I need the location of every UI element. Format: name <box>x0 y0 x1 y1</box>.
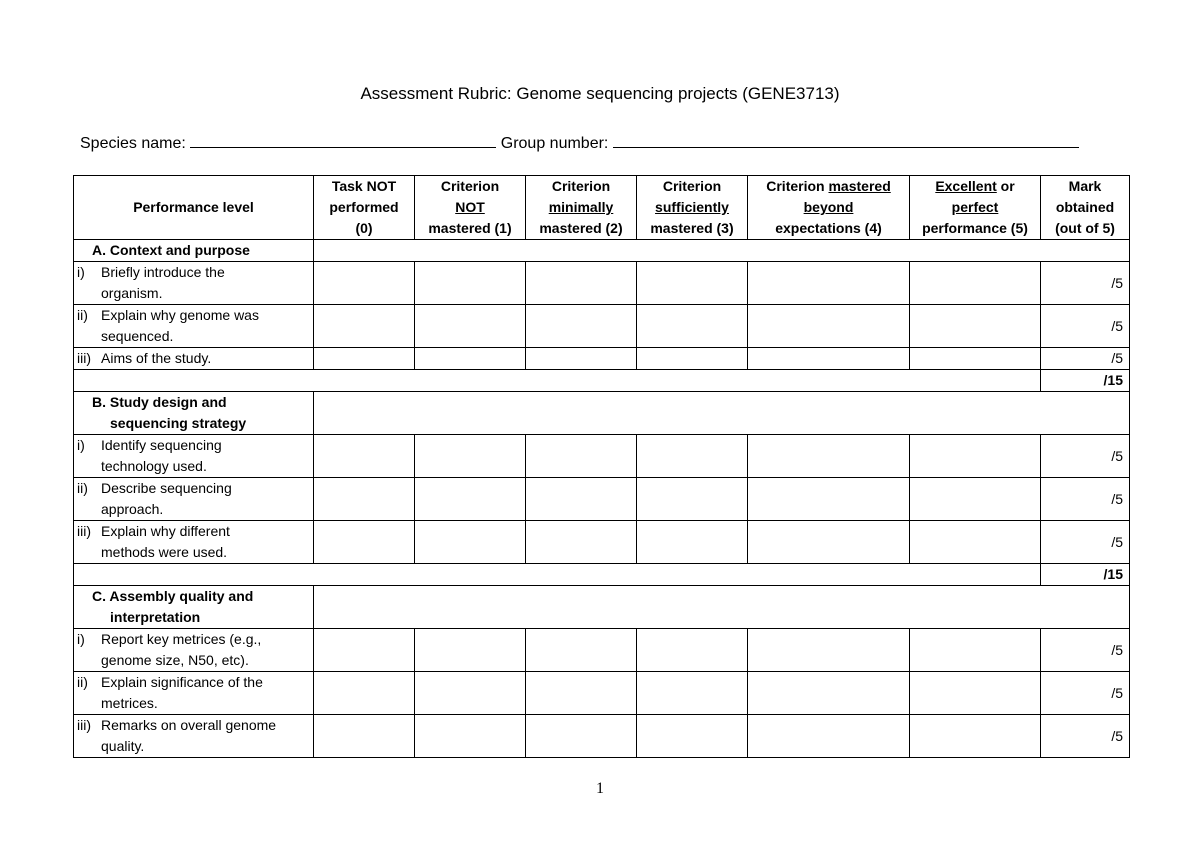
score-cell[interactable] <box>637 348 748 370</box>
score-cell[interactable] <box>314 262 415 305</box>
section-c-header-row <box>74 586 1130 629</box>
mark-cell[interactable]: /5 <box>1041 478 1130 521</box>
score-cell[interactable] <box>314 435 415 478</box>
score-cell[interactable] <box>526 521 637 564</box>
score-cell[interactable] <box>314 478 415 521</box>
section-total-row <box>74 370 1130 392</box>
score-cell[interactable] <box>526 305 637 348</box>
section-title: C. Assembly quality and interpretation <box>74 586 314 629</box>
table-row: ii) Explain why genome was sequenced. /5 <box>74 305 1130 348</box>
header-minimally-mastered: Criterion minimally mastered (2) <box>526 176 637 240</box>
score-cell[interactable] <box>314 348 415 370</box>
score-cell[interactable] <box>748 305 910 348</box>
header-fields <box>80 133 1079 153</box>
score-cell[interactable] <box>637 715 748 758</box>
mark-cell[interactable]: /5 <box>1041 672 1130 715</box>
score-cell[interactable] <box>637 672 748 715</box>
score-cell[interactable] <box>637 305 748 348</box>
page-number: 1 <box>596 780 604 797</box>
score-cell[interactable] <box>637 435 748 478</box>
page-title: Assessment Rubric: Genome sequencing projects (GENE3713) <box>360 84 840 103</box>
header-performance-level: Performance level <box>74 176 314 240</box>
mark-cell[interactable]: /5 <box>1041 348 1130 370</box>
header-excellent: Excellent or perfect performance (5) <box>910 176 1041 240</box>
section-a-header-row <box>74 240 1130 262</box>
score-cell[interactable] <box>314 715 415 758</box>
rubric-table <box>73 175 1130 758</box>
score-cell[interactable] <box>314 521 415 564</box>
score-cell[interactable] <box>910 629 1041 672</box>
score-cell[interactable] <box>748 715 910 758</box>
table-row: i) Identify sequencing technology used. /5 <box>74 435 1130 478</box>
header-mark-obtained: Mark obtained (out of 5) <box>1041 176 1130 240</box>
species-label: Species name: <box>80 135 186 152</box>
score-cell[interactable] <box>314 672 415 715</box>
score-cell[interactable] <box>526 672 637 715</box>
score-cell[interactable] <box>910 521 1041 564</box>
score-cell[interactable] <box>526 262 637 305</box>
score-cell[interactable] <box>748 435 910 478</box>
score-cell[interactable] <box>526 629 637 672</box>
score-cell[interactable] <box>910 478 1041 521</box>
group-label: Group number: <box>500 135 609 152</box>
score-cell[interactable] <box>910 262 1041 305</box>
species-name-blank[interactable] <box>190 133 496 148</box>
header-task-not-performed: Task NOT performed (0) <box>314 176 415 240</box>
score-cell[interactable] <box>314 305 415 348</box>
score-cell[interactable] <box>748 521 910 564</box>
score-cell[interactable] <box>526 348 637 370</box>
section-title: B. Study design and sequencing strategy <box>74 392 314 435</box>
section-total[interactable]: /15 <box>1041 370 1130 392</box>
score-cell[interactable] <box>415 629 526 672</box>
score-cell[interactable] <box>526 478 637 521</box>
table-row: iii) Remarks on overall genome quality. /5 <box>74 715 1130 758</box>
section-title: A. Context and purpose <box>74 240 314 262</box>
score-cell[interactable] <box>910 348 1041 370</box>
score-cell[interactable] <box>637 629 748 672</box>
score-cell[interactable] <box>748 629 910 672</box>
mark-cell[interactable]: /5 <box>1041 715 1130 758</box>
score-cell[interactable] <box>748 478 910 521</box>
score-cell[interactable] <box>910 715 1041 758</box>
header-not-mastered: Criterion NOT mastered (1) <box>415 176 526 240</box>
score-cell[interactable] <box>910 435 1041 478</box>
table-row: ii) Describe sequencing approach. /5 <box>74 478 1130 521</box>
table-row: i) Report key metrices (e.g., genome size, N50, etc). /5 <box>74 629 1130 672</box>
score-cell[interactable] <box>415 435 526 478</box>
table-row: ii) Explain significance of the metrices. /5 <box>74 672 1130 715</box>
score-cell[interactable] <box>637 478 748 521</box>
table-row: iii) Explain why different methods were used. /5 <box>74 521 1130 564</box>
score-cell[interactable] <box>748 672 910 715</box>
score-cell[interactable] <box>910 305 1041 348</box>
mark-cell[interactable]: /5 <box>1041 521 1130 564</box>
section-total[interactable]: /15 <box>1041 564 1130 586</box>
score-cell[interactable] <box>415 521 526 564</box>
score-cell[interactable] <box>910 672 1041 715</box>
score-cell[interactable] <box>415 672 526 715</box>
score-cell[interactable] <box>748 348 910 370</box>
score-cell[interactable] <box>637 521 748 564</box>
score-cell[interactable] <box>415 262 526 305</box>
mark-cell[interactable]: /5 <box>1041 629 1130 672</box>
table-row: iii) Aims of the study. /5 <box>74 348 1130 370</box>
score-cell[interactable] <box>415 715 526 758</box>
mark-cell[interactable]: /5 <box>1041 435 1130 478</box>
header-mastered-beyond: Criterion mastered beyond expectations (4) <box>748 176 910 240</box>
score-cell[interactable] <box>637 262 748 305</box>
mark-cell[interactable]: /5 <box>1041 262 1130 305</box>
score-cell[interactable] <box>748 262 910 305</box>
score-cell[interactable] <box>415 348 526 370</box>
header-sufficiently-mastered: Criterion sufficiently mastered (3) <box>637 176 748 240</box>
score-cell[interactable] <box>415 478 526 521</box>
table-row: i) Briefly introduce the organism. /5 <box>74 262 1130 305</box>
section-total-row <box>74 564 1130 586</box>
header-row <box>74 176 1130 240</box>
section-b-header-row <box>74 392 1130 435</box>
score-cell[interactable] <box>415 305 526 348</box>
score-cell[interactable] <box>526 715 637 758</box>
mark-cell[interactable]: /5 <box>1041 305 1130 348</box>
score-cell[interactable] <box>314 629 415 672</box>
group-number-blank[interactable] <box>613 133 1079 148</box>
score-cell[interactable] <box>526 435 637 478</box>
